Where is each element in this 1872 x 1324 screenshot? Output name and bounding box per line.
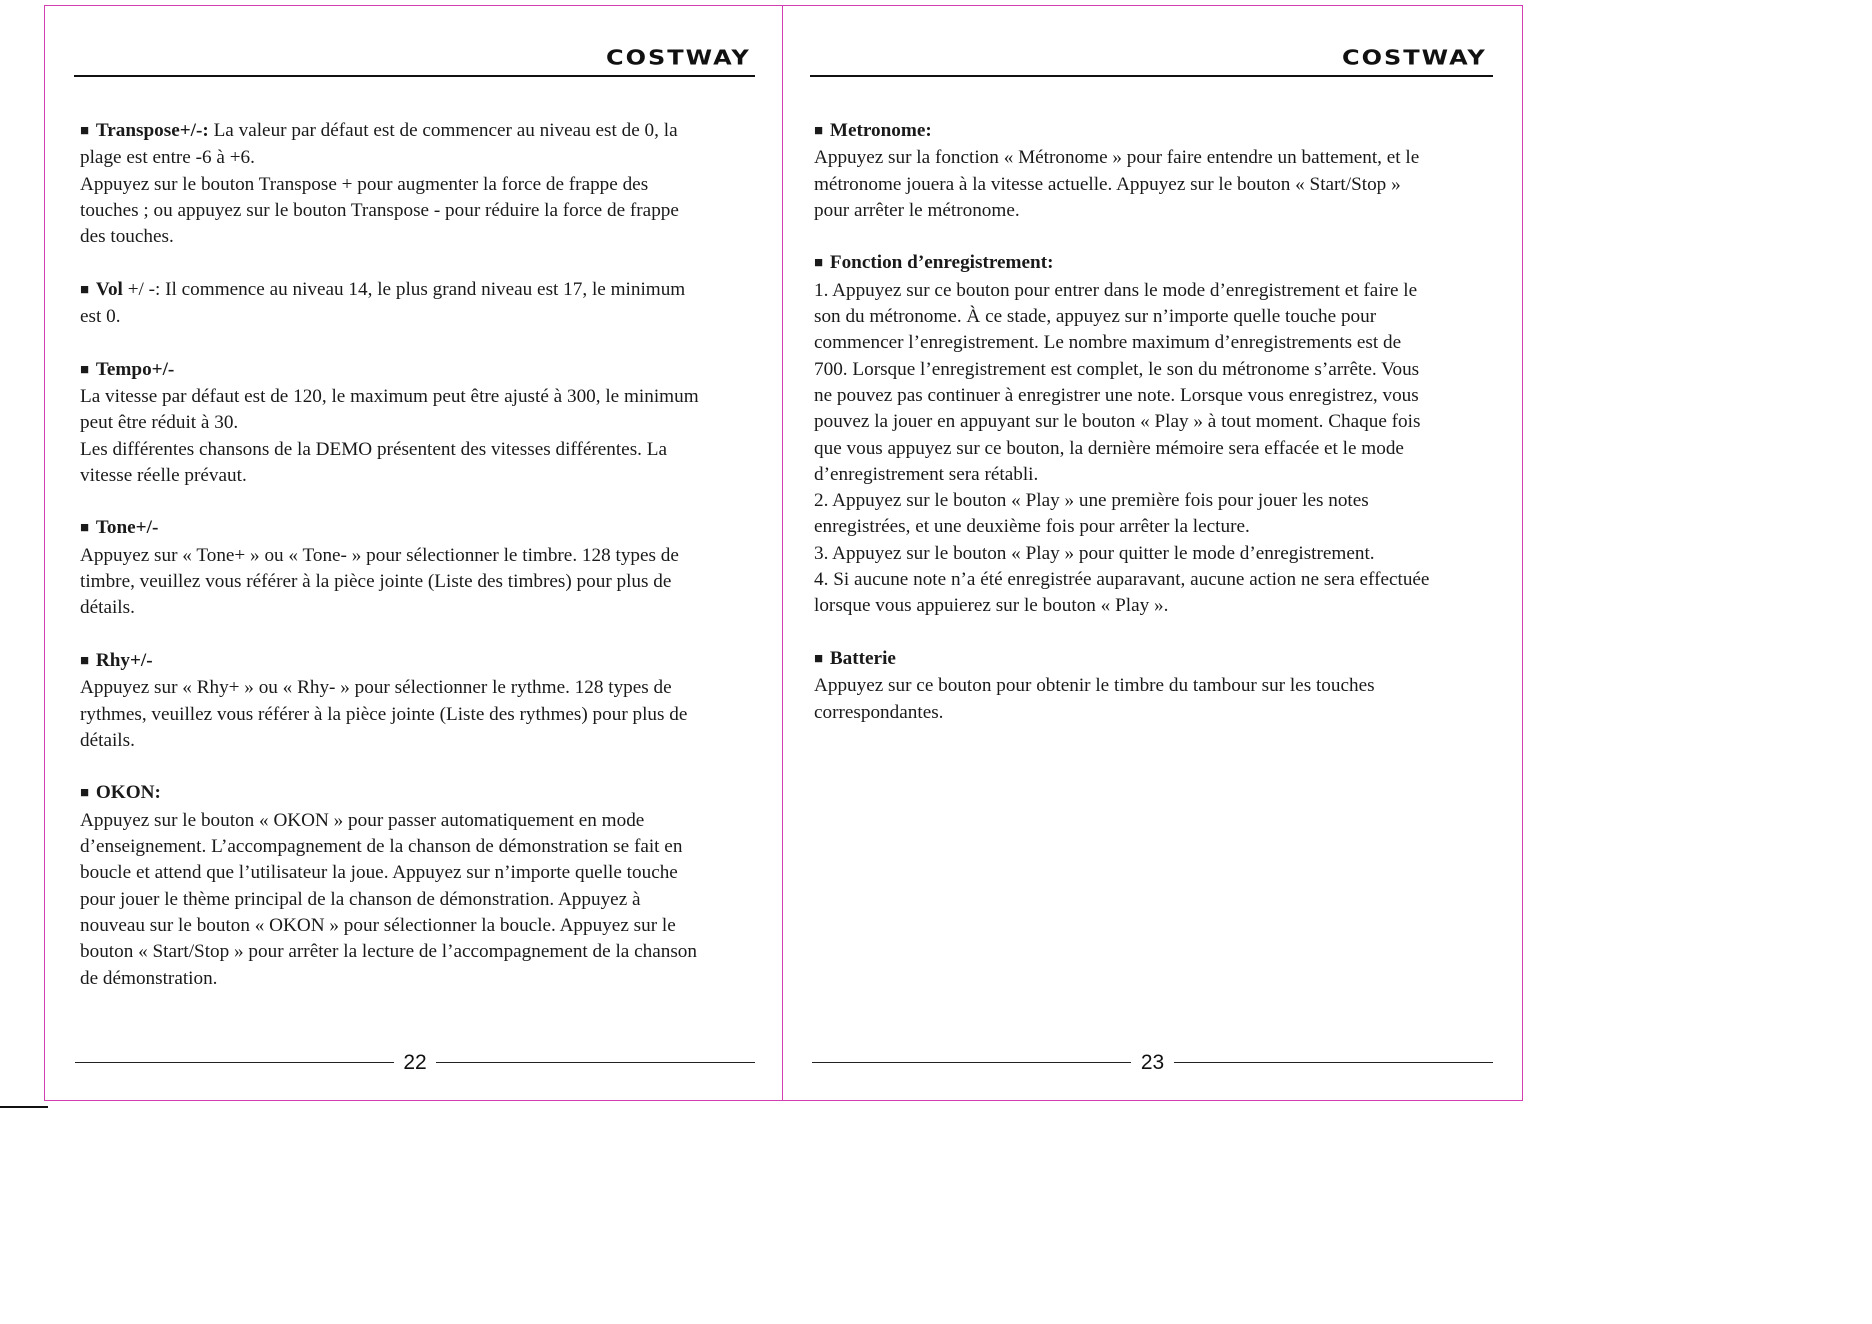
header-divider: [74, 75, 755, 77]
square-bullet-icon: ■: [80, 785, 90, 802]
section-text-line: Appuyez sur « Rhy+ » ou « Rhy- » pour sélectionner le rythme. 128 types de: [80, 677, 672, 699]
section-heading: Rhy+/-: [95, 649, 153, 671]
square-bullet-icon: ■: [814, 650, 824, 667]
section-text-line: pour arrêter le métronome.: [814, 199, 1020, 221]
section: [80, 515, 760, 621]
crop-mark: [0, 1106, 48, 1108]
section-text-line: de démonstration.: [80, 967, 218, 989]
section-heading-line: [80, 648, 760, 675]
square-bullet-icon: ■: [80, 361, 90, 378]
section-text-line: détails.: [80, 729, 135, 751]
section-text-line: 4. Si aucune note n’a été enregistrée auparavant, aucune action ne sera effectuée: [814, 569, 1430, 591]
section-heading-line: [80, 780, 760, 807]
square-bullet-icon: ■: [80, 123, 90, 139]
square-bullet-icon: ■: [80, 281, 90, 298]
section-text-line: 3. Appuyez sur le bouton « Play » pour quitter le mode d’enregistrement.: [814, 542, 1375, 564]
page-footer: [812, 1051, 1493, 1075]
page-number: 22: [403, 1051, 427, 1074]
brand-logo: COSTWAY: [606, 46, 751, 70]
section-heading: Tempo+/-: [95, 358, 175, 380]
section-heading-line: [80, 118, 760, 145]
section: [814, 250, 1496, 619]
section-text-line: ne pouvez pas continuer à enregistrer une note. Lorsque vous enregistrez, vous: [814, 384, 1419, 406]
section-text-line: métronome jouera à la vitesse actuelle. Appuyez sur le bouton « Start/Stop »: [814, 173, 1401, 195]
square-bullet-icon: ■: [814, 123, 824, 139]
section-text-line: commencer l’enregistrement. Le nombre maximum d’enregistrements est de: [814, 332, 1402, 354]
page-right: [783, 5, 1523, 1101]
section-heading: OKON:: [95, 782, 161, 804]
page-left: [44, 5, 783, 1101]
section-text-line: Appuyez sur « Tone+ » ou « Tone- » pour sélectionner le timbre. 128 types de: [80, 544, 679, 566]
section-text-line: 1. Appuyez sur ce bouton pour entrer dans le mode d’enregistrement et faire le: [814, 279, 1418, 301]
section-text-line: des touches.: [80, 226, 174, 248]
page-content: [814, 118, 1496, 752]
section-text-line: bouton « Start/Stop » pour arrêter la lecture de l’accompagnement de la chanson: [80, 941, 697, 963]
section-text: La valeur par défaut est de commencer au niveau est de 0, la: [208, 120, 678, 141]
section-heading-line: [814, 646, 1496, 673]
section-text-line: enregistrées, et une deuxième fois pour arrêter la lecture.: [814, 516, 1250, 538]
section-heading: Vol: [95, 278, 123, 300]
section-text-line: pour jouer le thème principal de la chanson de démonstration. Appuyez à: [80, 888, 641, 910]
section: [80, 648, 760, 754]
section-heading: Fonction d’enregistrement:: [829, 252, 1054, 274]
section-heading-line: [814, 250, 1496, 277]
section: [80, 118, 760, 250]
section-heading: Metronome:: [829, 120, 932, 141]
section-text-line: timbre, veuillez vous référer à la pièce jointe (Liste des timbres) pour plus de: [80, 571, 672, 593]
square-bullet-icon: ■: [80, 520, 90, 537]
section: [80, 357, 760, 489]
section: [80, 277, 760, 331]
footer-rule-right: [1174, 1062, 1493, 1063]
section-text-line: nouveau sur le bouton « OKON » pour sélectionner la boucle. Appuyez sur le: [80, 914, 676, 936]
square-bullet-icon: ■: [80, 652, 90, 669]
header-divider: [810, 75, 1493, 77]
section-heading-line: [80, 357, 760, 384]
section-text-line: 700. Lorsque l’enregistrement est complet, le son du métronome s’arrête. Vous: [814, 358, 1420, 380]
section-heading-line: [80, 277, 760, 304]
section-text-line: rythmes, veuillez vous référer à la pièce jointe (Liste des rythmes) pour plus de: [80, 703, 688, 725]
page-footer: [75, 1051, 755, 1075]
section-text-line: est 0.: [80, 306, 121, 328]
brand-logo: COSTWAY: [1342, 46, 1487, 70]
page-number: 23: [1140, 1051, 1165, 1074]
section-text-line: vitesse réelle prévaut.: [80, 464, 247, 486]
section-text-line: détails.: [80, 597, 135, 619]
section-heading-line: [80, 515, 760, 542]
section-text-line: son du métronome. À ce stade, appuyez sur n’importe quelle touche pour: [814, 306, 1377, 328]
page-content: [80, 118, 760, 1018]
section-text-line: peut être réduit à 30.: [80, 412, 239, 434]
section-heading: Batterie: [829, 647, 896, 669]
section-text: +/ -: Il commence au niveau 14, le plus grand niveau est 17, le minimum: [122, 278, 686, 300]
section-text-line: 2. Appuyez sur le bouton « Play » une première fois pour jouer les notes: [814, 490, 1369, 512]
section-text-line: Appuyez sur ce bouton pour obtenir le timbre du tambour sur les touches: [814, 675, 1375, 697]
section-text-line: que vous appuyez sur ce bouton, la dernière mémoire sera effacée et le mode: [814, 437, 1404, 459]
section-text-line: Appuyez sur la fonction « Métronome » pour faire entendre un battement, et le: [814, 147, 1420, 169]
section-text-line: La vitesse par défaut est de 120, le maximum peut être ajusté à 300, le minimum: [80, 385, 699, 407]
section: [80, 780, 760, 991]
section-text-line: d’enregistrement sera rétabli.: [814, 463, 1039, 485]
section-text-line: boucle et attend que l’utilisateur la joue. Appuyez sur n’importe quelle touche: [80, 862, 678, 884]
section-heading-line: [814, 118, 1496, 145]
section-text-line: correspondantes.: [814, 701, 944, 723]
section-text-line: Appuyez sur le bouton « OKON » pour passer automatiquement en mode: [80, 809, 645, 831]
section-text-line: Les différentes chansons de la DEMO présentent des vitesses différentes. La: [80, 438, 667, 460]
section-text-line: Appuyez sur le bouton Transpose + pour augmenter la force de frappe des: [80, 173, 649, 195]
section-text-line: lorsque vous appuierez sur le bouton « Play ».: [814, 595, 1169, 617]
section-text-line: pouvez la jouer en appuyant sur le bouton « Play » à tout moment. Chaque fois: [814, 411, 1421, 433]
section: [814, 118, 1496, 224]
footer-rule-right: [436, 1062, 755, 1063]
section-text-line: d’enseignement. L’accompagnement de la chanson de démonstration se fait en: [80, 836, 683, 858]
section-text-line: touches ; ou appuyez sur le bouton Transpose - pour réduire la force de frappe: [80, 199, 679, 221]
section-heading: Transpose+/-:: [95, 120, 209, 141]
section-heading: Tone+/-: [95, 517, 159, 539]
square-bullet-icon: ■: [814, 255, 824, 272]
section: [814, 646, 1496, 726]
section-text-line: plage est entre -6 à +6.: [80, 147, 255, 169]
